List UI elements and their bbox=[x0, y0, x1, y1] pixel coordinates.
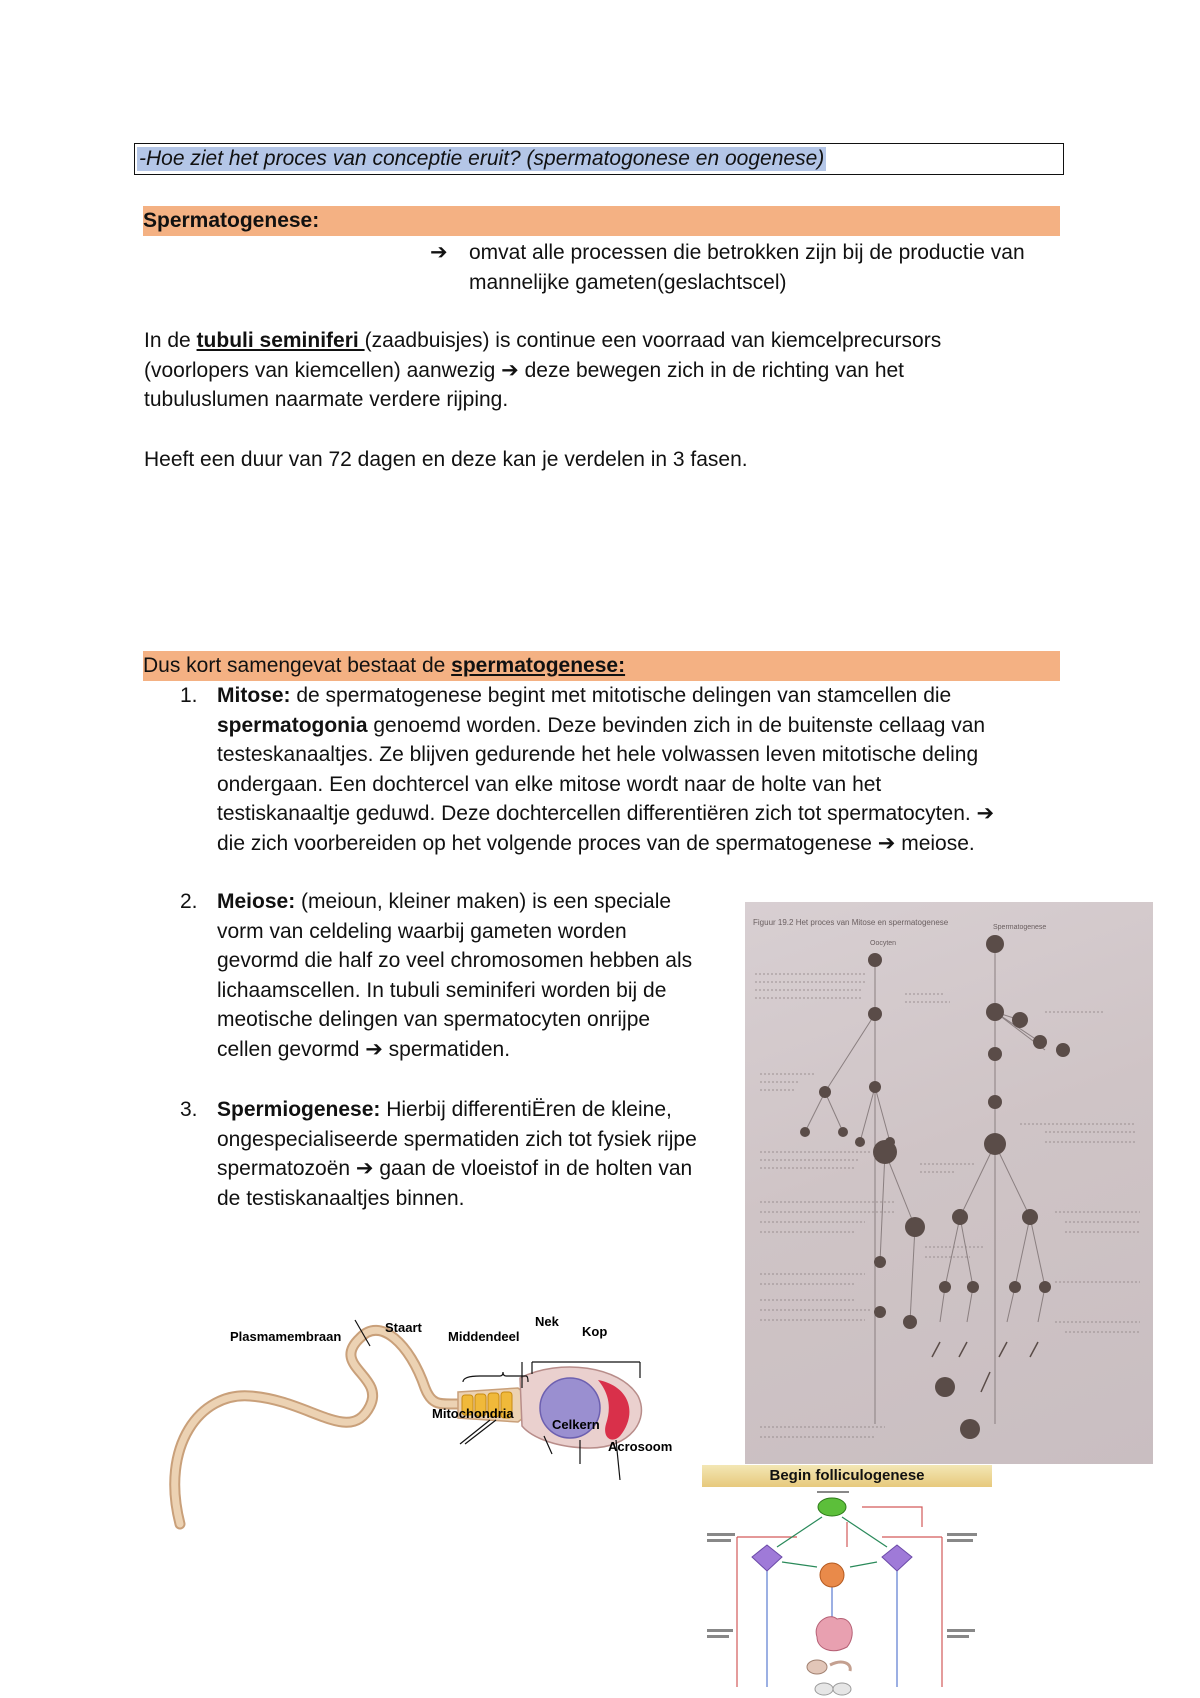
text-run: In de bbox=[144, 329, 197, 352]
list-number-3: 3. bbox=[180, 1098, 198, 1121]
label-plasmamembraan: Plasmamembraan bbox=[230, 1329, 342, 1344]
list-item-mitose bbox=[217, 681, 1077, 858]
list-number-1: 1. bbox=[180, 684, 198, 707]
question-box bbox=[134, 143, 1064, 175]
text-run: Dus kort samengevat bestaat de bbox=[143, 654, 452, 677]
meiose-line-3: gevormd die half zo veel chromosomen hebben als bbox=[217, 949, 693, 972]
mitose-label: Mitose: bbox=[217, 684, 291, 707]
mitose-line-2 bbox=[217, 711, 1077, 741]
section-band-summary bbox=[143, 651, 1060, 681]
meiose-line-5: meotische delingen van spermatocyten onrijpe bbox=[217, 1008, 651, 1031]
text-run: genoemd worden. Deze bevinden zich in de buitenste cellaag van bbox=[367, 713, 986, 737]
definition-text bbox=[469, 238, 1079, 297]
meiose-label: Meiose: bbox=[217, 890, 296, 913]
tubuli-line-1 bbox=[144, 326, 1074, 356]
section-band-spermatogenese bbox=[143, 206, 1060, 236]
mitose-line-1 bbox=[217, 681, 1077, 711]
list-item-spermiogenese bbox=[217, 1095, 737, 1213]
term-spermatogonia: spermatogonia bbox=[217, 713, 368, 737]
list-number-2: 2. bbox=[180, 890, 198, 913]
photo-figure-title: Figuur 19.2 Het proces van Mitose en spermatogenese bbox=[753, 918, 949, 927]
section-title-spermatogenese: Spermatogenese: bbox=[143, 209, 320, 232]
meiose-line-2: vorm van celdeling waarbij gameten worden bbox=[217, 919, 627, 943]
photo-col-right-label: Spermatogenese bbox=[993, 924, 1047, 931]
list-item-meiose bbox=[217, 887, 737, 1064]
spermio-label: Spermiogenese: bbox=[217, 1098, 381, 1121]
question-heading: -Hoe ziet het proces van conceptie eruit? (spermatogonese en oogenese) bbox=[139, 147, 825, 170]
definition-line-2: mannelijke gameten(geslachtscel) bbox=[469, 270, 787, 294]
term-tubuli-seminiferi: tubuli seminiferi bbox=[196, 329, 365, 352]
label-acrosoom: Acrosoom bbox=[608, 1439, 673, 1454]
text-run: de spermatogenese begint met mitotische delingen van stamcellen die bbox=[290, 684, 952, 707]
cell-division-tree bbox=[745, 902, 1153, 1464]
tubuli-paragraph bbox=[144, 326, 1074, 415]
arrow-icon: ➔ bbox=[430, 241, 448, 264]
meiose-line-6: cellen gevormd ➔ spermatiden. bbox=[217, 1037, 511, 1061]
text-run: (zaadbuisjes) is continue een voorraad van kiemcelprecursors bbox=[364, 329, 942, 352]
label-mitochondria: Mitochondria bbox=[432, 1406, 514, 1421]
folliculogenesis-figure bbox=[702, 1465, 992, 1698]
tubuli-line-3: tubuluslumen naarmate verdere rijping. bbox=[144, 388, 509, 411]
mitose-line-5: testiskanaaltje geduwd. Deze dochtercellen differentiëren zich tot spermatocyten. ➔ bbox=[217, 802, 995, 825]
sperm-tail bbox=[175, 1330, 458, 1524]
spermio-line-3: spermatozoën ➔ gaan de vloeistof in de holten van bbox=[217, 1157, 693, 1180]
label-celkern: Celkern bbox=[552, 1417, 600, 1432]
folliculogenesis-title: Begin folliculogenese bbox=[702, 1465, 992, 1487]
definition-line-1: omvat alle processen die betrokken zijn bij de productie van bbox=[469, 241, 1025, 264]
sperm-cell-diagram bbox=[160, 1296, 700, 1536]
photo-col-left-label: Oocyten bbox=[870, 940, 897, 947]
text-run: (meioun, kleiner maken) is een speciale bbox=[295, 890, 672, 913]
duration-paragraph: Heeft een duur van 72 dagen en deze kan je verdelen in 3 fasen. bbox=[144, 448, 748, 471]
folliculogenesis-diagram bbox=[702, 1487, 992, 1698]
label-staart: Staart bbox=[385, 1320, 422, 1335]
mitose-line-6: die zich voorbereiden op het volgende proces van de spermatogenese ➔ meiose. bbox=[217, 831, 975, 855]
label-nek: Nek bbox=[535, 1314, 559, 1329]
term-spermatogenese: spermatogenese: bbox=[451, 654, 626, 677]
textbook-figure-photo bbox=[745, 902, 1153, 1464]
meiose-line-4: lichaamscellen. In tubuli seminiferi worden bij de bbox=[217, 978, 667, 1002]
tubuli-line-2: (voorlopers van kiemcellen) aanwezig ➔ deze bewegen zich in de richting van het bbox=[144, 358, 905, 382]
label-middendeel: Middendeel bbox=[448, 1329, 520, 1344]
spermio-line-4: de testiskanaaltjes binnen. bbox=[217, 1186, 465, 1210]
mitose-line-3: testeskanaaltjes. Ze blijven gedurende het hele volwassen leven mitotische deling bbox=[217, 743, 979, 766]
spermio-line-2: ongespecialiseerde spermatiden zich tot fysiek rijpe bbox=[217, 1127, 697, 1151]
spermio-line-1 bbox=[217, 1095, 737, 1125]
meiose-line-1 bbox=[217, 887, 737, 917]
section-title-summary bbox=[143, 654, 625, 678]
mitose-line-4: ondergaan. Een dochtercel van elke mitose wordt naar de holte van het bbox=[217, 772, 882, 796]
text-run: Hierbij differentiËren de kleine, bbox=[380, 1098, 672, 1121]
label-kop: Kop bbox=[582, 1324, 608, 1339]
